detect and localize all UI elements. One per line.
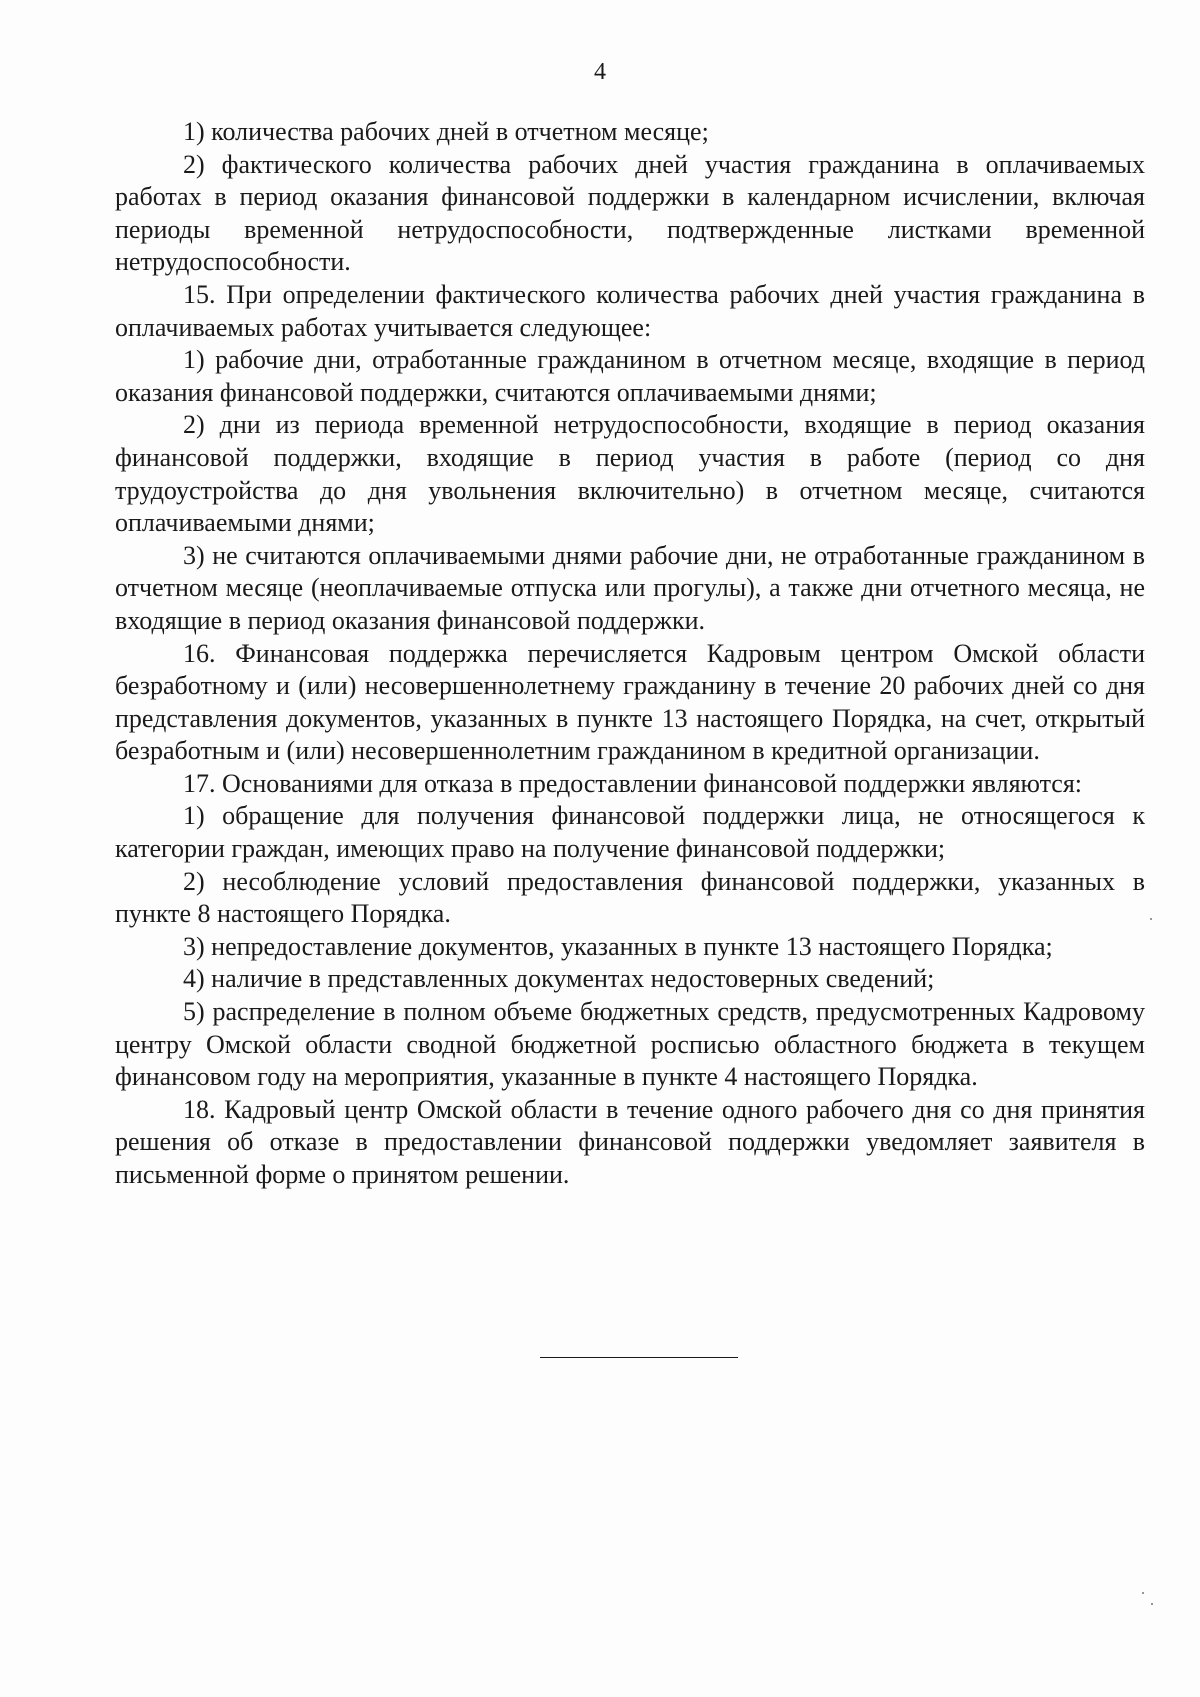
- paragraph-clause-17-item-2: 2) несоблюдение условий предоставления финансовой поддержки, указанных в пункте 8 настоящего Порядка.: [115, 866, 1145, 929]
- paragraph-clause-17: 17. Основаниями для отказа в предоставлении финансовой поддержки являются:: [183, 768, 1083, 798]
- paragraph-clause-17-item-1: 1) обращение для получения финансовой поддержки лица, не относящегося к категории граждан, имеющих право на получение финансовой поддержки;: [115, 801, 1145, 864]
- paragraph-clause-18: 18. Кадровый центр Омской области в течение одного рабочего дня со дня принятия решения об отказе в предоставлении финансовой поддержки уведомляет заявителя в письменной форме о принятом решении.: [115, 1094, 1145, 1189]
- paragraph-clause-15: 15. При определении фактического количества рабочих дней участия гражданина в оплачиваемых работах учитывается следующее:: [115, 279, 1145, 342]
- paragraph-clause-17-item-5: 5) распределение в полном объеме бюджетных средств, предусмотренных Кадровому центру Омской области сводной бюджетной росписью областного бюджета в текущем финансовом году на мероприятия, указанные в пункте 4 настоящего Порядка.: [115, 997, 1145, 1092]
- page-number: 4: [594, 59, 606, 85]
- paragraph-clause-15-item-1: 1) рабочие дни, отработанные гражданином в отчетном месяце, входящие в период оказания финансовой поддержки, считаются оплачиваемыми днями;: [115, 345, 1145, 407]
- paragraph-clause-15-item-2: 2) дни из периода временной нетрудоспособности, входящие в период оказания финансовой поддержки, входящие в период участия в работе (период со дня трудоустройства до дня увольнения включительно) в отчетном месяце, считаются оплачиваемыми днями;: [115, 410, 1145, 538]
- paragraph-clause-15-item-3: 3) не считаются оплачиваемыми днями рабочие дни, не отработанные гражданином в отчетном месяце (неоплачиваемые отпуска или прогулы), а также дни отчетного месяца, не входящие в период оказания финансовой поддержки.: [115, 540, 1145, 635]
- end-separator-line: [540, 1357, 738, 1358]
- paragraph-clause-17-item-3: 3) непредоставление документов, указанных в пункте 13 настоящего Порядка;: [183, 931, 1053, 961]
- paragraph-clause-16: 16. Финансовая поддержка перечисляется Кадровым центром Омской области безработному и (или) несовершеннолетнему гражданину в течение 20 рабочих дней со дня представления документов, указанных в пункте 13 настоящего Порядка, на счет, открытый безработным и (или) несовершеннолетним гражданином в кредитной организации.: [115, 638, 1145, 766]
- scan-speck: [1142, 1592, 1144, 1594]
- scan-speck: [1150, 918, 1152, 920]
- document-body: [115, 116, 1145, 1192]
- paragraph-item-2-actual-days: 2) фактического количества рабочих дней участия гражданина в оплачиваемых работах в период оказания финансовой поддержки в календарном исчислении, включая периоды временной нетрудоспособности, подтвержденные листками временной нетрудоспособности.: [115, 149, 1145, 277]
- paragraph-clause-17-item-4: 4) наличие в представленных документах недостоверных сведений;: [183, 964, 935, 994]
- paragraph-item-1-working-days: 1) количества рабочих дней в отчетном месяце;: [183, 117, 709, 146]
- scan-speck: [1151, 1603, 1153, 1605]
